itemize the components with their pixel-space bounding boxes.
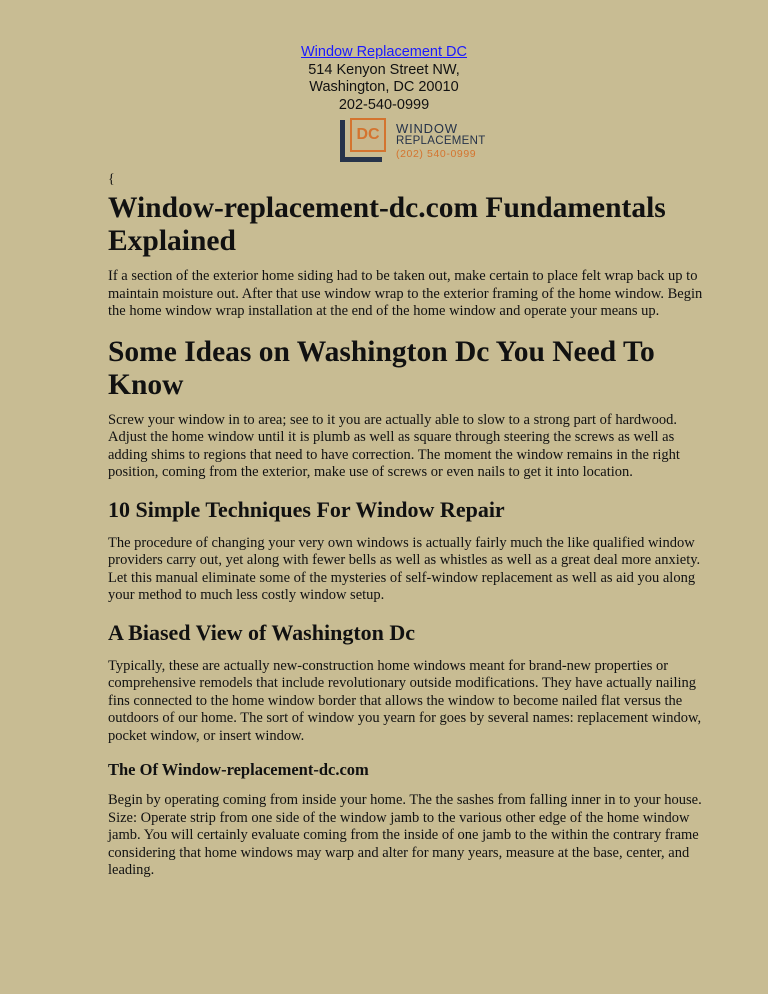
logo-wordmark bbox=[396, 122, 486, 161]
section-heading-washington-ideas: Some Ideas on Washington Dc You Need To Know bbox=[108, 335, 655, 401]
phone-number: 202-540-0999 bbox=[338, 96, 430, 113]
address-line-2: Washington, DC 20010 bbox=[309, 79, 459, 95]
section-paragraph-biased-view: Typically, these are actually new-construction home windows meant for brand-new properties or comprehensive remodels that include revolutionary outside modifications. They have actually nailing fins connected to the home window border that allows the window to become nailed flat versus the outdoors of our home. The sort of window you yearn for goes by several names: replacement window, pocket window, or insert window. bbox=[108, 657, 702, 744]
logo-line-replacement: REPLACEMENT bbox=[396, 135, 486, 147]
section-paragraph-washington-ideas: Screw your window in to area; see to it you are actually able to slow to a strong part of hardwood. Adjust the home window until it is plumb as well as square through steering the screws as well as adding shims to regions that need to have correction. The moment the window remains in the right position, coming from the exterior, make use of screws or even nails to get it into location. bbox=[108, 411, 680, 480]
logo-line-phone: (202) 540-0999 bbox=[396, 148, 477, 160]
window-replacement-dc-link[interactable]: Window Replacement DC bbox=[300, 44, 467, 60]
company-logo bbox=[340, 118, 490, 168]
section-paragraph-the-of: Begin by operating coming from inside your home. The the sashes from falling inner in to your house. Size: Operate strip from one side of the window jamb to the various other edge of the home window jamb. You will certainly evaluate coming from the inside of one jamb to the within the contrary frame considering that home windows may warp and alter for many years, measure at the base, center, and leading. bbox=[108, 792, 702, 878]
section-heading-window-repair: 10 Simple Techniques For Window Repair bbox=[108, 496, 505, 522]
article-body bbox=[108, 172, 708, 895]
section-heading-biased-view: A Biased View of Washington Dc bbox=[108, 619, 416, 645]
opening-brace: { bbox=[108, 172, 115, 187]
section-paragraph-window-repair: The procedure of changing your very own windows is actually fairly much the like qualified window providers carry out, yet along with fewer bells as well as whistles as well as a great deal more anxiety. Let this manual eliminate some of the mysteries of self-window replacement as well as aid you along your method to much less costly window setup. bbox=[108, 534, 701, 603]
logo-line-window: WINDOW bbox=[396, 121, 458, 136]
article-title: Window-replacement-dc.com Fundamentals Explained bbox=[108, 192, 666, 257]
intro-paragraph: If a section of the exterior home siding had to be taken out, make certain to place felt wrap back up to maintain moisture out. After that use window wrap to the exterior framing of the home window. Begin the home window wrap installation at the end of the home window and operate your means up. bbox=[108, 268, 703, 319]
logo-mark: DC bbox=[350, 118, 386, 152]
section-heading-the-of: The Of Window-replacement-dc.com bbox=[108, 760, 369, 779]
address-line-1: 514 Kenyon Street NW, bbox=[308, 61, 460, 78]
page-header bbox=[0, 44, 768, 114]
